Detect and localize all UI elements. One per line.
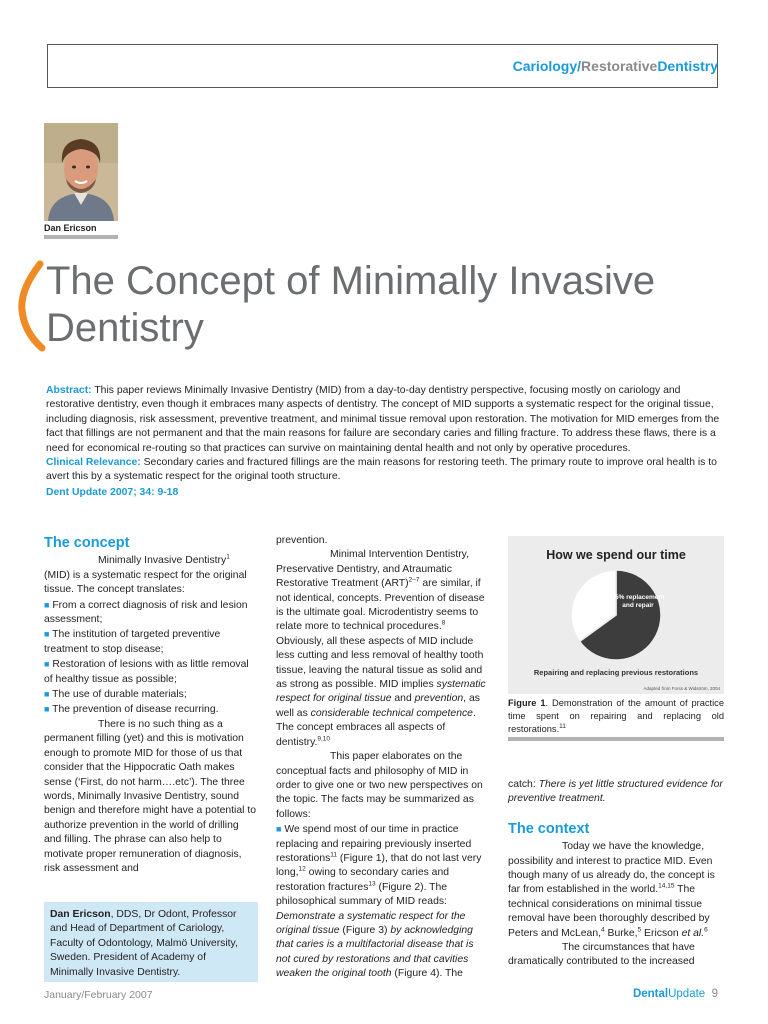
reference-marker: 4 [601, 926, 605, 934]
text-run: are similar, if not identical, concepts. Prevention of disease is the ultimate goal. Microdentistry seems to relate more to technical procedures. [276, 578, 485, 633]
column-3 [508, 778, 724, 970]
figure-1 [508, 536, 724, 694]
bullet-text: The prevention of disease recurring. [52, 704, 219, 716]
text-run: (Figure 4). The [391, 968, 463, 980]
text-run: owing to secondary caries and restoration fractures [276, 867, 450, 893]
journal-name-part2: Update [668, 988, 706, 1000]
reference-marker: 6 [704, 926, 708, 934]
chart-subtitle: Repairing and replacing previous restorations [533, 668, 699, 677]
reference-marker: 1 [226, 553, 230, 561]
col2-paragraph-0: prevention. [276, 535, 328, 546]
column-2 [276, 534, 490, 982]
context-paragraph-2: The circumstances that have dramatically contributed to the increased [508, 942, 695, 968]
concept-paragraph-1 [44, 554, 258, 597]
col2-paragraph-2: This paper elaborates on the conceptual facts and philosophy of MID in order to give one or two new perspectives on the topic. The facts may be summarized as follows: [276, 751, 483, 820]
bullet-item [44, 687, 258, 702]
reference-marker: 11 [330, 851, 338, 859]
bio-name: Dan Ericson [50, 909, 111, 920]
italic-run: et al. [681, 927, 705, 939]
column-1 [44, 536, 258, 876]
text-run: (Figure 3) [339, 924, 391, 936]
italic-run: considerable technical competence [310, 707, 473, 719]
bullet-item [44, 657, 258, 687]
figure-1-caption [508, 697, 724, 737]
text-run: . The concept embraces all aspects of dentistry. [276, 707, 476, 748]
caption-label: Figure 1 [508, 698, 546, 708]
reference-marker: 2–7 [408, 576, 420, 584]
pie-slice-label: 65% replacement and repair [611, 594, 665, 609]
text-run: Minimal Intervention Dentistry, Preservative Dentistry, and Atraumatic Restorative Treatment (ART) [276, 549, 469, 590]
page-number: 9 [711, 988, 718, 1000]
section-label-part3: Dentistry [657, 58, 718, 74]
heading-the-context: The context [508, 820, 590, 837]
italic-run: systematic respect for original tissue [276, 679, 486, 705]
bullet-text: The institution of targeted preventive treatment to stop disease; [44, 629, 221, 655]
abstract-text: This paper reviews Minimally Invasive Dentistry (MID) from a day-to-day dentistry perspective, focusing mostly on cariology and restorative dentistry, even though it embraces many aspects of dentistry. The concept of MID supports a systematic respect for the original tissue, including diagnosis, risk assessment, preventive treatment, and minimal tissue removal upon restoration. The motivation for MID emerges from the fact that fillings are not permanent and that the main reasons for failure are secondary caries and filling fracture. To address these flaws, there is a need for economical re-routing so that practices can survive on maintaining dental health and not only by operative procedures. [46, 385, 720, 454]
caption-text: . Demonstration of the amount of practice time spent on repairing and replacing old restorations. [508, 698, 724, 735]
abstract-label: Abstract: [46, 385, 92, 396]
bullet-item [276, 822, 490, 981]
chart-source: Adapted from Forss & Widström, 2004 [643, 686, 720, 691]
bio-text: , DDS, Dr Odont, Professor and Head of Department of Cariology, Faculty of Odontology, Malmö University, Sweden. President of Academy of Minimally Invasive Dentistry. [50, 909, 238, 978]
text-run: The technical considerations on minimal tissue removal have been thoroughly described by Peters and McLean, [508, 884, 710, 939]
bullet-item [44, 627, 258, 657]
reference-marker: 9,10 [317, 735, 331, 743]
text-run: Ericson [641, 927, 682, 939]
chart-title: How we spend our time [546, 548, 686, 562]
section-label-part1: Cariology/ [512, 58, 582, 74]
footer-date: January/February 2007 [44, 989, 153, 1001]
bullet-item [44, 702, 258, 717]
italic-run: by acknowledging that caries is a multifactorial disease that is not cured by restorations and that cavities weaken the original tooth [276, 924, 474, 980]
bullet-square-icon: ■ [44, 689, 50, 700]
section-label [513, 58, 718, 74]
article-title: The Concept of Minimally Invasive Dentistry [46, 259, 656, 350]
text-run: Minimally Invasive Dentistry [98, 555, 227, 567]
bullet-square-icon: ■ [276, 824, 282, 835]
italic-run: There is yet little structured evidence for preventive treatment. [508, 779, 723, 805]
abstract-paragraph [46, 384, 726, 456]
bullet-item [44, 598, 258, 628]
text-run: We spend most of our time in practice replacing and repairing previously inserted restorations [276, 824, 472, 864]
bullet-text: Restoration of lesions with as little removal of healthy tissue as possible; [44, 659, 249, 685]
text-run: and [391, 693, 415, 705]
bullet-square-icon: ■ [44, 599, 50, 610]
context-paragraph-1 [508, 840, 724, 941]
bullet-text: From a correct diagnosis of risk and lesion assessment; [44, 599, 248, 626]
reference-marker: 14,15 [658, 882, 675, 890]
figure-divider [508, 737, 724, 741]
bullet-square-icon: ■ [44, 704, 50, 715]
text-run: (MID) is a systematic respect for the original tissue. The concept translates: [44, 569, 247, 596]
orange-bracket-icon [10, 260, 50, 354]
italic-run: prevention [414, 693, 464, 705]
concept-paragraph-2: There is no such thing as a permanent filling (yet) and this is motivation enough to promote MID for those of us that consider that the Hippocratic Oath makes sense (‘First, do not harm….etc’). The three words, Minimally Invasive Dentistry, sound benign and therefore might have a potential to authorize prevention in the world of drilling and filling. The phrase can also help to motivate proper remuneration of diagnosis, risk assessment and [44, 718, 257, 874]
clinical-relevance-text: Secondary caries and fractured fillings are the main reasons for restoring teeth. The primary route to improve oral health is to avert this by a systematic respect for the original tooth structure. [46, 457, 717, 483]
reference-marker: 11 [559, 723, 566, 731]
clinical-relevance-paragraph [46, 456, 726, 485]
bullet-text: The use of durable materials; [52, 689, 187, 701]
bullet-square-icon: ■ [44, 659, 50, 670]
bullet-square-icon: ■ [44, 629, 50, 640]
text-run: Obviously, all these aspects of MID include less cutting and less removal of healthy tooth tissue, leaving the natural tissue as solid and as strong as possible. MID implies [276, 635, 484, 691]
clinical-relevance-label: Clinical Relevance: [46, 457, 141, 469]
col2-paragraph-1 [276, 548, 490, 750]
heading-the-concept: The concept [44, 535, 130, 551]
journal-name-part1: Dental [632, 988, 669, 1000]
author-portrait-image [44, 123, 118, 221]
citation: Dent Update 2007; 34: 9-18 [46, 486, 179, 498]
text-run: Burke, [604, 927, 638, 939]
text-run: (Figure 2). The philosophical summary of MID reads: [276, 881, 448, 908]
reference-marker: 8 [441, 619, 446, 627]
author-divider [44, 235, 118, 239]
reference-marker: 13 [368, 880, 376, 888]
section-label-part2: Restorative [581, 58, 658, 74]
text-run: (Figure 1), that do not last very long, [276, 852, 482, 879]
abstract-block [46, 384, 726, 500]
reference-marker: 5 [637, 926, 642, 934]
col3-catch-paragraph [508, 778, 724, 807]
reference-marker: 12 [298, 865, 306, 873]
footer-journal [633, 988, 718, 1000]
text-run: , as well as [276, 693, 480, 719]
author-bio-box [44, 902, 258, 982]
author-name: Dan Ericson [44, 223, 97, 233]
author-photo [44, 123, 118, 221]
text-run: Today we have the knowledge, possibility and interest to practice MID. Even though many of us already do, the concept is far from established in the world. [508, 841, 715, 896]
text-run: catch: [508, 779, 539, 790]
italic-run: Demonstrate a systematic respect for the original tissue [276, 910, 466, 936]
